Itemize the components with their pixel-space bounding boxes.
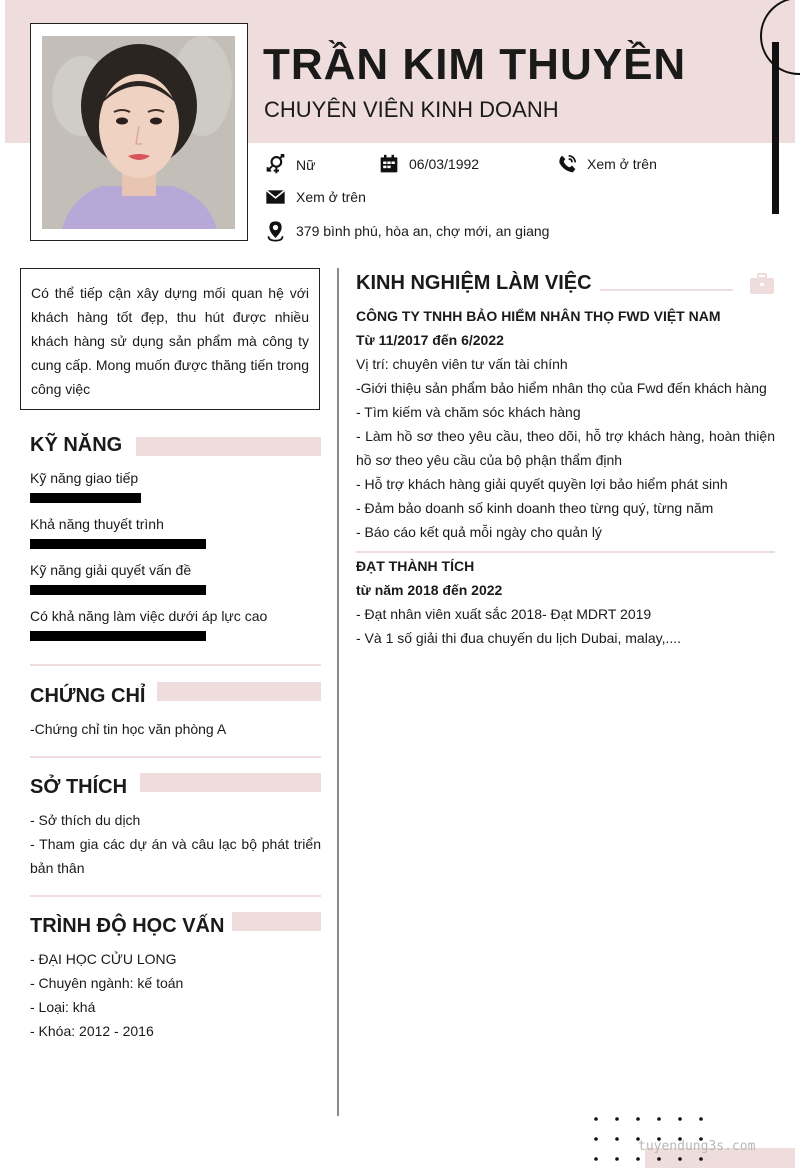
experience-line: - Đảm bảo doanh số kinh doanh theo từng quý, từng năm — [356, 500, 714, 516]
dob-value: 06/03/1992 — [409, 156, 480, 172]
experience-line: - Làm hồ sơ theo yêu cầu, theo dõi, hỗ trợ khách hàng, hoàn thiện hồ sơ theo yêu cầu của bộ phận thẩm định — [356, 428, 775, 468]
column-divider — [337, 268, 339, 1116]
certificates-title: CHỨNG CHỈ — [30, 685, 146, 707]
address-info — [265, 220, 549, 242]
gender-icon — [265, 154, 286, 175]
achievement-line: - Và 1 số giải thi đua chuyến du lịch Dubai, malay,.... — [356, 630, 682, 646]
education-item: - Chuyên ngành: kế toán — [30, 975, 184, 991]
experience-line: - Báo cáo kết quả mỗi ngày cho quản lý — [356, 524, 602, 540]
skill-level-bar — [30, 539, 206, 549]
hobbies-title-bar — [140, 773, 321, 792]
work-period: Từ 11/2017 đến 6/2022 — [356, 332, 504, 348]
phone-icon — [557, 154, 577, 174]
career-objective: Có thể tiếp cận xây dựng mối quan hệ với khách hàng tốt đẹp, thu hút được nhiều khách hàng sử dụng sản phẩm mà công ty cung cấp. Mong muốn được thăng tiến trong công việc — [20, 268, 320, 410]
experience-line: - Hỗ trợ khách hàng giải quyết quyền lợi bảo hiểm phát sinh — [356, 476, 728, 492]
envelope-icon — [265, 187, 286, 207]
certificates-title-bar — [157, 682, 321, 701]
achievements-period: từ năm 2018 đến 2022 — [356, 582, 503, 598]
experience-line: Vị trí: chuyên viên tư vấn tài chính — [356, 356, 568, 372]
achievement-line: - Đạt nhân viên xuất sắc 2018- Đạt MDRT 2019 — [356, 606, 652, 622]
profile-photo — [42, 36, 235, 229]
section-separator — [30, 895, 321, 897]
address-value: 379 bình phú, hòa an, chợ mới, an giang — [296, 223, 550, 239]
achievements-title: ĐẠT THÀNH TÍCH — [356, 558, 475, 574]
skill-label: Khả năng thuyết trình — [30, 516, 164, 532]
skill-level-bar — [30, 493, 141, 503]
watermark: tuyendung3s.com — [638, 1139, 756, 1154]
education-title: TRÌNH ĐỘ HỌC VẤN — [30, 915, 225, 937]
skill-label: Có khả năng làm việc dưới áp lực cao — [30, 608, 268, 624]
email-value: Xem ở trên — [296, 189, 366, 205]
decorative-vertical-bar — [772, 42, 779, 214]
skill-label: Kỹ năng giao tiếp — [30, 470, 139, 486]
email-info — [265, 187, 366, 207]
skills-title-bar — [136, 437, 321, 456]
section-separator — [30, 756, 321, 758]
job-title: CHUYÊN VIÊN KINH DOANH — [264, 97, 559, 122]
section-separator — [30, 664, 321, 666]
calendar-icon — [379, 154, 399, 174]
education-title-bar — [232, 912, 321, 931]
experience-title: KINH NGHIỆM LÀM VIỆC — [356, 272, 592, 294]
phone-info — [557, 154, 657, 174]
experience-title-line — [600, 289, 733, 291]
company-name: CÔNG TY TNHH BẢO HIỂM NHÂN THỌ FWD VIỆT NAM — [356, 308, 721, 324]
dob-info — [379, 154, 479, 174]
section-separator — [356, 551, 775, 553]
location-pin-icon — [265, 220, 286, 242]
education-item: - Khóa: 2012 - 2016 — [30, 1023, 154, 1039]
skill-level-bar — [30, 585, 206, 595]
candidate-name: TRẦN KIM THUYỀN — [263, 40, 687, 89]
hobbies-title: SỞ THÍCH — [30, 776, 128, 798]
education-item: - Loại: khá — [30, 999, 96, 1015]
gender-info — [265, 154, 315, 175]
skill-label: Kỹ năng giải quyết vấn đề — [30, 562, 192, 578]
skills-title: KỸ NĂNG — [30, 434, 123, 456]
certificate-item: -Chứng chỉ tin học văn phòng A — [30, 721, 227, 737]
hobby-item: - Sở thích du dịch — [30, 812, 141, 828]
experience-line: -Giới thiệu sản phẩm bảo hiểm nhân thọ của Fwd đến khách hàng — [356, 380, 767, 396]
hobby-item: - Tham gia các dự án và câu lạc bộ phát triển bản thân — [30, 836, 321, 876]
gender-value: Nữ — [296, 156, 316, 173]
experience-line: - Tìm kiếm và chăm sóc khách hàng — [356, 404, 581, 420]
education-item: - ĐẠI HỌC CỬU LONG — [30, 951, 177, 967]
phone-value: Xem ở trên — [587, 156, 657, 172]
briefcase-icon — [749, 273, 775, 295]
skill-level-bar — [30, 631, 206, 641]
